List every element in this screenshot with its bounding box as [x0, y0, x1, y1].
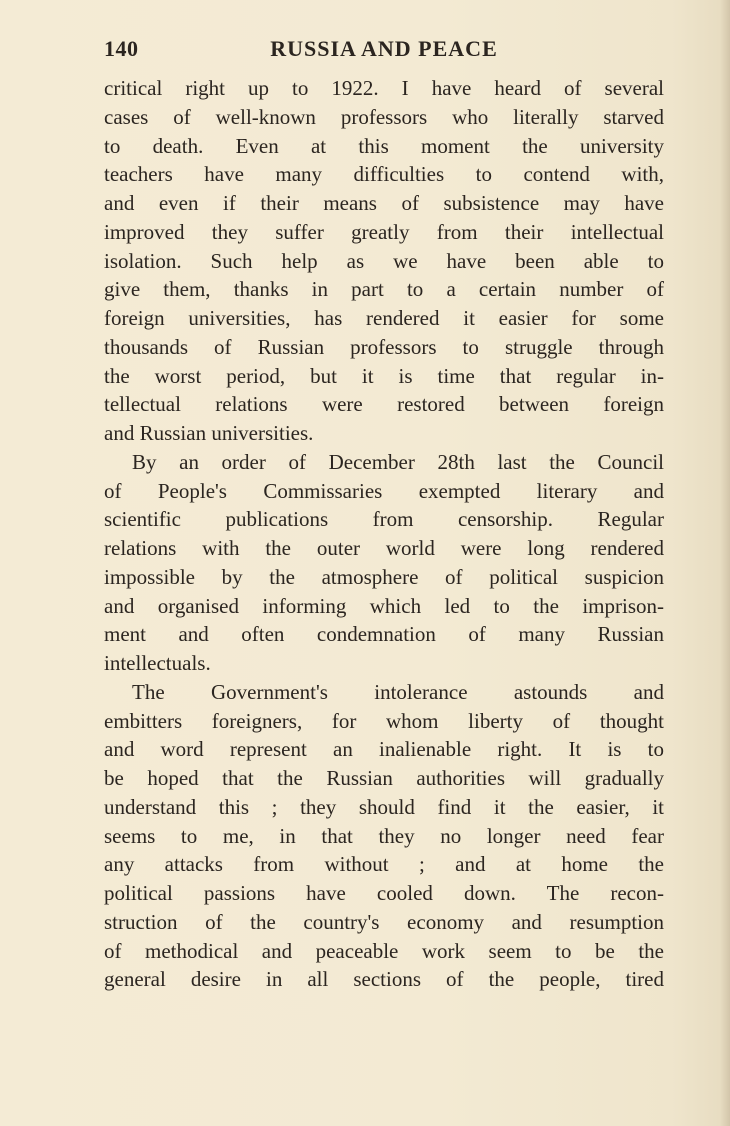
text-line: thousands of Russian professors to struggle through [104, 334, 664, 359]
text-line: and word represent an inalienable right. It is to [104, 737, 664, 762]
page-edge-shadow [720, 0, 730, 1126]
text-line: struction of the country's economy and resumption [104, 909, 664, 934]
text-line: give them, thanks in part to a certain number of [104, 277, 664, 302]
paragraph-1 [104, 74, 664, 448]
text-line: foreign universities, has rendered it easier for some [104, 306, 664, 330]
page-number: 140 [104, 36, 139, 61]
text-line: The Government's intolerance astounds and [132, 679, 664, 704]
text-line: impossible by the atmosphere of political suspicion [104, 564, 664, 589]
text-line: embitters foreigners, for whom liberty of thought [104, 708, 664, 733]
page-header [104, 36, 664, 68]
text-line: and organised informing which led to the imprison- [104, 593, 664, 618]
text-line: cases of well-known professors who literally starved [104, 104, 664, 129]
text-line: scientific publications from censorship. Regular [104, 507, 664, 532]
paragraph-3 [104, 678, 664, 994]
text-line: political passions have cooled down. The recon- [104, 881, 664, 905]
text-line: ment and often condemnation of many Russian [104, 622, 664, 647]
paragraph-2 [104, 448, 664, 678]
text-line: improved they suffer greatly from their intellectual [104, 219, 664, 244]
text-line: any attacks from without ; and at home the [104, 852, 664, 877]
text-line: teachers have many difficulties to contend with, [104, 162, 664, 187]
text-line: general desire in all sections of the people, tired [104, 967, 664, 992]
text-line: be hoped that the Russian authorities will gradually [104, 766, 664, 790]
text-line: By an order of December 28th last the Council [132, 449, 664, 474]
text-line: of People's Commissaries exempted literary and [104, 478, 664, 503]
text-line: intellectuals. [104, 651, 211, 675]
text-line: critical right up to 1922. I have heard of several [104, 76, 664, 100]
text-line: isolation. Such help as we have been able to [104, 248, 664, 273]
text-line: the worst period, but it is time that regular in- [104, 363, 664, 388]
text-line: understand this ; they should find it the easier, it [104, 794, 664, 819]
text-line: to death. Even at this moment the university [104, 133, 664, 158]
text-line: and even if their means of subsistence may have [104, 191, 664, 215]
text-line: tellectual relations were restored between foreign [104, 392, 664, 417]
text-line: and Russian universities. [104, 421, 314, 445]
text-line: of methodical and peaceable work seem to be the [104, 938, 664, 963]
body-text [104, 74, 664, 994]
text-line: relations with the outer world were long rendered [104, 536, 664, 560]
text-line: seems to me, in that they no longer need fear [104, 823, 664, 848]
running-title: RUSSIA AND PEACE [270, 36, 498, 61]
